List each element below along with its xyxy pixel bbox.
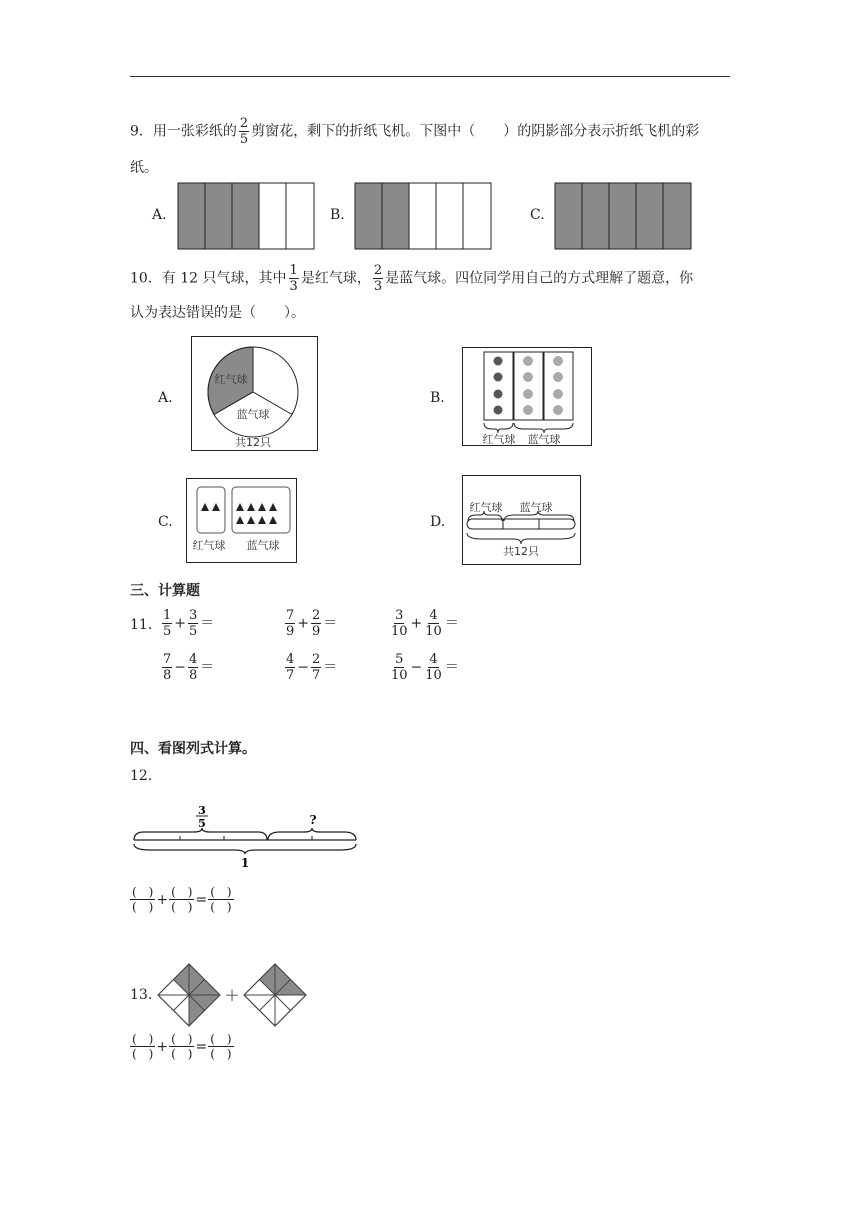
fraction: $\frac{1}{5}$ [163, 608, 172, 639]
calc-expression [283, 652, 337, 683]
calc-expression [160, 608, 214, 639]
answer-blank[interactable]: $\frac{( )}{( )}$ [171, 1032, 193, 1061]
answer-blank[interactable]: $\frac{( )}{( )}$ [210, 885, 232, 914]
question-number: 9． [130, 123, 153, 140]
fraction-numerator: 3 [198, 804, 206, 817]
red-balloon-label: 红气球 [214, 373, 248, 386]
operator: − [410, 659, 423, 676]
question-number: 10． [130, 270, 162, 287]
fraction: $\frac{4}{7}$ [286, 652, 295, 683]
question-9-line2: 纸。 [130, 160, 158, 176]
operator: + [410, 615, 423, 632]
q13-paper-fold-figures [150, 962, 310, 1028]
option-b-dot-grid[interactable] [462, 347, 593, 447]
blue-balloon-label: 蓝气球 [527, 433, 561, 446]
whole-label: 1 [240, 856, 250, 870]
q12-answer-template: $\frac{( )}{( )}$ + $\frac{( )}{( )}$ = $\frac{( )}{( )}$ [132, 885, 232, 914]
fraction: $\frac{2}{7}$ [312, 652, 321, 683]
fraction: $\frac{2}{3}$ [373, 263, 383, 294]
fraction: $\frac{7}{9}$ [286, 608, 295, 639]
fraction: $\frac{2}{9}$ [312, 608, 321, 639]
top-rule [130, 76, 730, 77]
equals-sign: ＝ [444, 615, 459, 632]
option-d-bar-diagram[interactable] [462, 475, 582, 566]
total-label: 共12只 [503, 545, 539, 558]
option-b-bar[interactable] [354, 182, 492, 250]
answer-blank[interactable]: $\frac{( )}{( )}$ [171, 885, 193, 914]
option-label-c[interactable]: C. [530, 207, 545, 223]
option-c-bar[interactable] [554, 182, 692, 250]
calc-expression [388, 608, 459, 639]
fraction: $\frac{1}{3}$ [289, 263, 298, 294]
option-a-bar[interactable] [177, 182, 315, 250]
equals-sign: ＝ [323, 615, 338, 632]
fraction: $\frac{7}{8}$ [163, 652, 172, 683]
option-label-b[interactable]: B. [430, 390, 445, 406]
question-10-line2: 认为表达错误的是（ ）。 [130, 305, 305, 321]
answer-blank[interactable]: $\frac{( )}{( )}$ [210, 1032, 232, 1061]
fraction: $\frac{5}{10}$ [391, 652, 408, 683]
question-10-line1: 10．有 12 只气球，其中 $\frac{1}{3}$ 是红气球， $\frac{2}{3}$ 是蓝气球。四位同学用自己的方式理解了题意，你 [130, 263, 694, 294]
blue-balloon-label: 蓝气球 [519, 501, 553, 514]
plus-sign: + [224, 985, 240, 1006]
option-label-c[interactable]: C. [158, 514, 173, 530]
operator: + [297, 615, 310, 632]
fraction: $\frac{4}{8}$ [189, 652, 198, 683]
question-number: 11． [130, 617, 162, 633]
equals-sign: ＝ [444, 659, 459, 676]
answer-blank[interactable]: $\frac{( )}{( )}$ [132, 885, 154, 914]
calc-expression [160, 652, 214, 683]
question-number: 13. [130, 987, 153, 1003]
fraction: $\frac{4}{10}$ [425, 608, 442, 639]
equals-sign: ＝ [200, 615, 215, 632]
red-balloon-label: 红气球 [469, 501, 503, 514]
question-9-line1: 9．用一张彩纸的 $\frac{2}{5}$ 剪窗花，剩下的折纸飞机。下图中（ ）的阴影部分表示折纸飞机的彩 [130, 116, 700, 147]
option-label-d[interactable]: D. [430, 514, 446, 530]
fraction: $\frac{3}{10}$ [391, 608, 408, 639]
option-label-b[interactable]: B. [330, 207, 345, 223]
section-heading-3: 三、计算题 [130, 583, 200, 599]
red-balloon-label: 红气球 [192, 539, 226, 552]
q12-line-diagram [130, 800, 362, 870]
q13-answer-template: $\frac{( )}{( )}$ + $\frac{( )}{( )}$ = $\frac{( )}{( )}$ [132, 1032, 232, 1061]
fraction: $\frac{4}{10}$ [425, 652, 442, 683]
option-a-pie-chart[interactable] [191, 336, 319, 452]
blue-balloon-label: 蓝气球 [246, 539, 280, 552]
fraction-denominator: 5 [198, 817, 206, 830]
answer-blank[interactable]: $\frac{( )}{( )}$ [132, 1032, 154, 1061]
option-c-triangle-groups[interactable] [186, 478, 298, 564]
red-balloon-label: 红气球 [482, 433, 516, 446]
blue-balloon-label: 蓝气球 [236, 408, 270, 421]
operator: + [174, 615, 187, 632]
fraction: $\frac{3}{5}$ [189, 608, 198, 639]
section-heading-4: 四、看图列式计算。 [130, 741, 256, 757]
option-label-a[interactable]: A. [158, 390, 173, 406]
total-label: 共12只 [235, 436, 271, 449]
fraction: $\frac{2}{5}$ [239, 116, 249, 147]
question-mark: ? [309, 813, 317, 827]
operator: − [297, 659, 310, 676]
question-number: 12. [130, 768, 153, 784]
operator: − [174, 659, 187, 676]
option-label-a[interactable]: A. [152, 207, 167, 223]
calc-expression [283, 608, 337, 639]
calc-expression [388, 652, 459, 683]
equals-sign: ＝ [200, 659, 215, 676]
equals-sign: ＝ [323, 659, 338, 676]
